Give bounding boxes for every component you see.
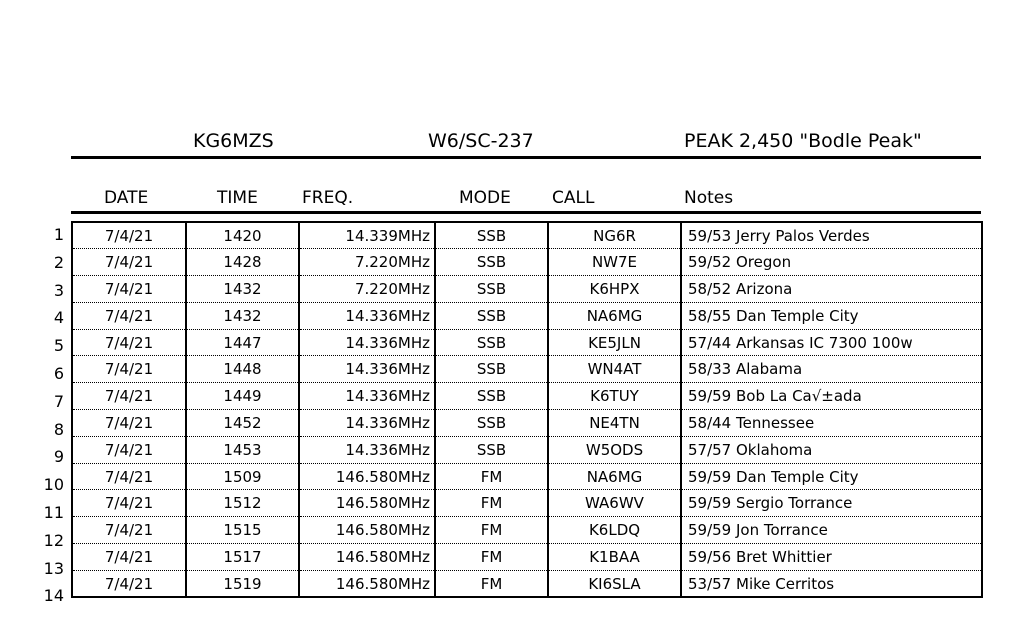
frequency-cell: 7.220MHz [299, 276, 435, 303]
callsign-cell: NW7E [548, 249, 681, 276]
callsign-cell: K6LDQ [548, 517, 681, 544]
date-cell: 7/4/21 [72, 383, 186, 410]
date-cell: 7/4/21 [72, 570, 186, 597]
notes-cell: 53/57 Mike Cerritos [681, 570, 982, 597]
notes-cell: 59/59 Jon Torrance [681, 517, 982, 544]
time-cell: 1449 [186, 383, 299, 410]
notes-cell: 59/59 Dan Temple City [681, 463, 982, 490]
column-header-call: CALL [552, 188, 595, 208]
column-header-date: DATE [104, 188, 149, 208]
frequency-cell: 14.336MHz [299, 356, 435, 383]
table-row [72, 329, 982, 356]
row-number: 13 [43, 558, 64, 578]
table-row [72, 410, 982, 437]
peak-name-heading: PEAK 2,450 "Bodle Peak" [684, 130, 922, 152]
callsign-cell: WN4AT [548, 356, 681, 383]
mode-cell: FM [435, 570, 548, 597]
row-number: 7 [53, 391, 64, 411]
time-cell: 1432 [186, 302, 299, 329]
frequency-cell: 14.336MHz [299, 410, 435, 437]
notes-cell: 59/59 Sergio Torrance [681, 490, 982, 517]
time-cell: 1428 [186, 249, 299, 276]
date-cell: 7/4/21 [72, 329, 186, 356]
callsign-cell: KE5JLN [548, 329, 681, 356]
mode-cell: SSB [435, 436, 548, 463]
column-header-freq: FREQ. [302, 188, 354, 208]
callsign-cell: K6TUY [548, 383, 681, 410]
row-number: 8 [53, 419, 64, 439]
time-cell: 1420 [186, 222, 299, 249]
time-cell: 1453 [186, 436, 299, 463]
row-number: 9 [53, 447, 64, 467]
date-cell: 7/4/21 [72, 356, 186, 383]
callsign-cell: NE4TN [548, 410, 681, 437]
frequency-cell: 7.220MHz [299, 249, 435, 276]
time-cell: 1447 [186, 329, 299, 356]
frequency-cell: 14.336MHz [299, 302, 435, 329]
frequency-cell: 14.336MHz [299, 329, 435, 356]
mode-cell: SSB [435, 249, 548, 276]
header-rule [71, 156, 981, 159]
callsign-cell: NA6MG [548, 463, 681, 490]
callsign-cell: WA6WV [548, 490, 681, 517]
mode-cell: SSB [435, 410, 548, 437]
column-header-time: TIME [217, 188, 258, 208]
row-number-column [40, 221, 64, 610]
mode-cell: SSB [435, 276, 548, 303]
table-row [72, 276, 982, 303]
notes-cell: 58/52 Arizona [681, 276, 982, 303]
row-number: 6 [53, 363, 64, 383]
frequency-cell: 146.580MHz [299, 544, 435, 571]
frequency-cell: 146.580MHz [299, 570, 435, 597]
table-row [72, 249, 982, 276]
row-number: 3 [53, 280, 64, 300]
mode-cell: FM [435, 544, 548, 571]
time-cell: 1519 [186, 570, 299, 597]
time-cell: 1452 [186, 410, 299, 437]
date-cell: 7/4/21 [72, 490, 186, 517]
table-row [72, 490, 982, 517]
time-cell: 1517 [186, 544, 299, 571]
column-header-mode: MODE [459, 188, 511, 208]
date-cell: 7/4/21 [72, 436, 186, 463]
notes-cell: 58/44 Tennessee [681, 410, 982, 437]
notes-cell: 57/44 Arkansas IC 7300 100w [681, 329, 982, 356]
column-header-notes: Notes [684, 188, 734, 208]
mode-cell: FM [435, 490, 548, 517]
frequency-cell: 14.336MHz [299, 436, 435, 463]
time-cell: 1432 [186, 276, 299, 303]
time-cell: 1448 [186, 356, 299, 383]
table-row [72, 544, 982, 571]
mode-cell: SSB [435, 222, 548, 249]
table-row [72, 570, 982, 597]
frequency-cell: 146.580MHz [299, 463, 435, 490]
mode-cell: FM [435, 463, 548, 490]
mode-cell: SSB [435, 302, 548, 329]
table-row [72, 222, 982, 249]
time-cell: 1515 [186, 517, 299, 544]
row-number: 4 [53, 308, 64, 328]
notes-cell: 59/56 Bret Whittier [681, 544, 982, 571]
row-number: 14 [43, 586, 64, 606]
callsign-cell: NA6MG [548, 302, 681, 329]
date-cell: 7/4/21 [72, 410, 186, 437]
qso-log-table [71, 221, 981, 598]
mode-cell: SSB [435, 329, 548, 356]
date-cell: 7/4/21 [72, 249, 186, 276]
date-cell: 7/4/21 [72, 276, 186, 303]
callsign-cell: KI6SLA [548, 570, 681, 597]
notes-cell: 59/59 Bob La Ca√±ada [681, 383, 982, 410]
row-number: 5 [53, 336, 64, 356]
row-number: 1 [53, 225, 64, 244]
mode-cell: SSB [435, 356, 548, 383]
callsign-cell: W5ODS [548, 436, 681, 463]
table-row [72, 517, 982, 544]
row-number: 11 [43, 502, 64, 522]
summit-reference-heading: W6/SC-237 [428, 130, 534, 152]
date-cell: 7/4/21 [72, 517, 186, 544]
frequency-cell: 146.580MHz [299, 517, 435, 544]
notes-cell: 58/33 Alabama [681, 356, 982, 383]
time-cell: 1509 [186, 463, 299, 490]
row-number: 2 [53, 252, 64, 272]
callsign-cell: K6HPX [548, 276, 681, 303]
table-row [72, 383, 982, 410]
table-row [72, 356, 982, 383]
frequency-cell: 14.336MHz [299, 383, 435, 410]
row-number: 10 [43, 475, 64, 495]
mode-cell: SSB [435, 383, 548, 410]
callsign-cell: K1BAA [548, 544, 681, 571]
notes-cell: 58/55 Dan Temple City [681, 302, 982, 329]
frequency-cell: 146.580MHz [299, 490, 435, 517]
frequency-cell: 14.339MHz [299, 222, 435, 249]
mode-cell: FM [435, 517, 548, 544]
row-number: 12 [43, 530, 64, 550]
date-cell: 7/4/21 [72, 463, 186, 490]
table-row [72, 436, 982, 463]
callsign-heading: KG6MZS [193, 130, 274, 152]
date-cell: 7/4/21 [72, 544, 186, 571]
log-body [72, 222, 982, 597]
notes-cell: 59/53 Jerry Palos Verdes [681, 222, 982, 249]
date-cell: 7/4/21 [72, 222, 186, 249]
notes-cell: 57/57 Oklahoma [681, 436, 982, 463]
table-row [72, 463, 982, 490]
notes-cell: 59/52 Oregon [681, 249, 982, 276]
date-cell: 7/4/21 [72, 302, 186, 329]
time-cell: 1512 [186, 490, 299, 517]
table-row [72, 302, 982, 329]
callsign-cell: NG6R [548, 222, 681, 249]
column-header-rule [71, 211, 981, 214]
